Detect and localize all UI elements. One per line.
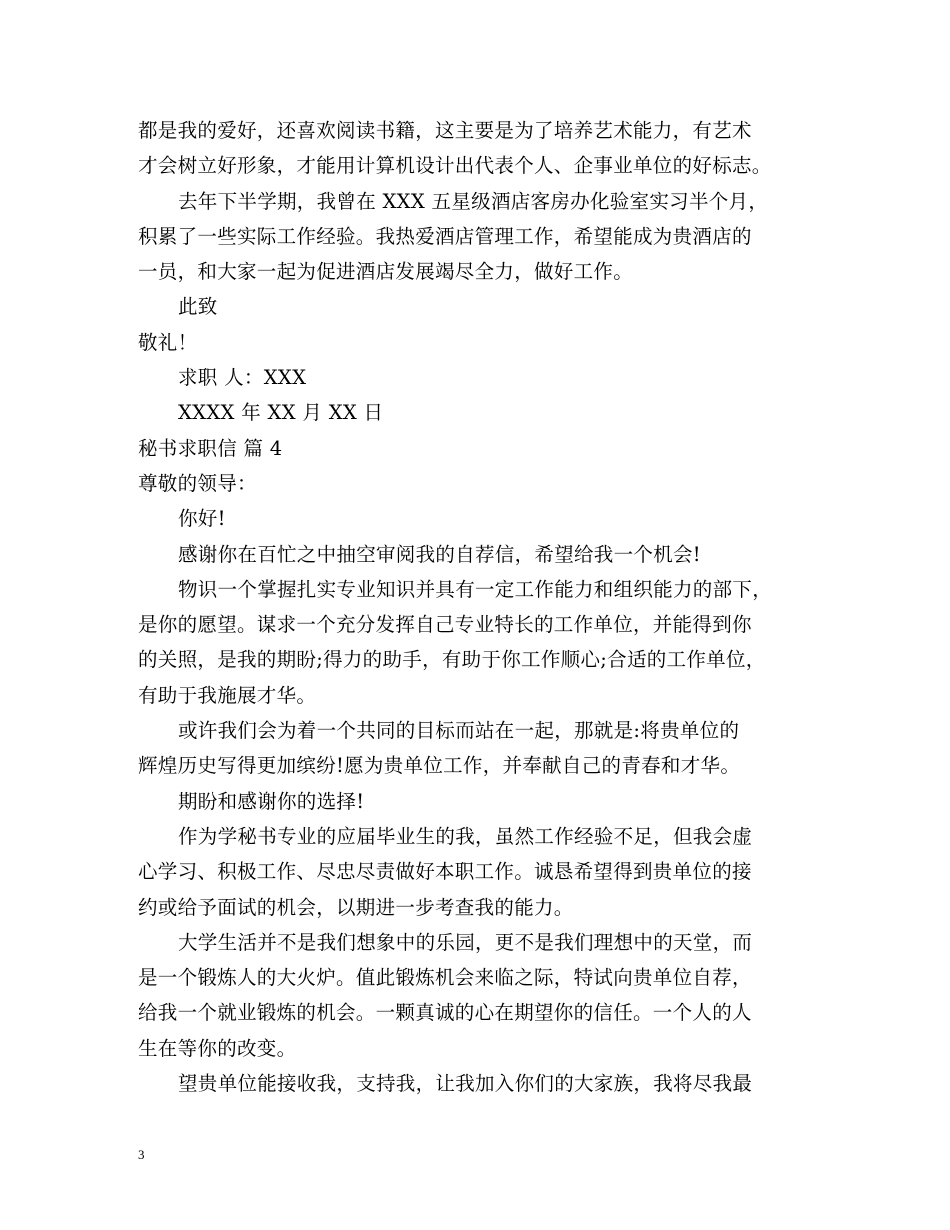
text-line: 期盼和感谢你的选择! xyxy=(178,789,365,813)
text-line: 大学生活并不是我们想象中的乐园，更不是我们理想中的天堂，而 xyxy=(178,930,753,954)
text-line: 才会树立好形象，才能用计算机设计出代表个人、企事业单位的好标志。 xyxy=(138,154,772,178)
text-line: 约或给予面试的机会，以期进一步考查我的能力。 xyxy=(138,895,574,919)
document-body xyxy=(138,113,828,1101)
text-line: 都是我的爱好，还喜欢阅读书籍，这主要是为了培养艺术能力，有艺术 xyxy=(138,119,752,142)
text-line: 是一个锻炼人的大火炉。值此锻炼机会来临之际，特试向贵单位自荐， xyxy=(138,966,752,990)
text-line: 或许我们会为着一个共同的目标而站在一起，那就是:将贵单位的 xyxy=(178,719,740,743)
closing-phrase: 此致 xyxy=(178,295,218,319)
text-line: 是你的愿望。谋求一个充分发挥自己专业特长的工作单位，并能得到你 xyxy=(138,613,752,637)
letter-date: XXXX 年 XX 月 XX 日 xyxy=(178,401,384,425)
text-line: 辉煌历史写得更加缤纷!愿为贵单位工作，并奉献自己的青春和才华。 xyxy=(138,754,741,778)
letter-salutation: 尊敬的领导： xyxy=(138,471,257,495)
applicant-signature: 求职 人：XXX xyxy=(178,366,307,390)
section-heading: 秘书求职信 篇 4 xyxy=(138,436,283,460)
text-line: 作为学秘书专业的应届毕业生的我，虽然工作经验不足，但我会虚 xyxy=(178,824,753,848)
text-line: 心学习、积极工作、尽忠尽责做好本职工作。诚恳希望得到贵单位的接 xyxy=(138,860,752,884)
page-number: 3 xyxy=(138,1147,145,1162)
text-line: 一员，和大家一起为促进酒店发展竭尽全力，做好工作。 xyxy=(138,260,634,284)
greeting: 你好! xyxy=(178,507,226,531)
text-line: 感谢你在百忙之中抽空审阅我的自荐信，希望给我一个机会! xyxy=(178,542,701,566)
text-line: 有助于我施展才华。 xyxy=(138,683,317,707)
text-line: 生在等你的改变。 xyxy=(138,1036,297,1060)
text-line: 的关照，是我的期盼;得力的助手，有助于你工作顺心;合适的工作单位， xyxy=(138,648,766,672)
text-line: 给我一个就业锻炼的机会。一颗真诚的心在期望你的信任。一个人的人 xyxy=(138,1001,752,1025)
text-line: 物识一个掌握扎实专业知识并具有一定工作能力和组织能力的部下， xyxy=(178,577,773,601)
text-line: 积累了一些实际工作经验。我热爱酒店管理工作，希望能成为贵酒店的 xyxy=(138,224,752,248)
text-line: 望贵单位能接收我，支持我，让我加入你们的大家族，我将尽我最 xyxy=(178,1072,753,1096)
text-line: 去年下半学期，我曾在 XXX 五星级酒店客房办化验室实习半个月， xyxy=(178,189,769,213)
salutation-closing: 敬礼！ xyxy=(138,330,198,354)
